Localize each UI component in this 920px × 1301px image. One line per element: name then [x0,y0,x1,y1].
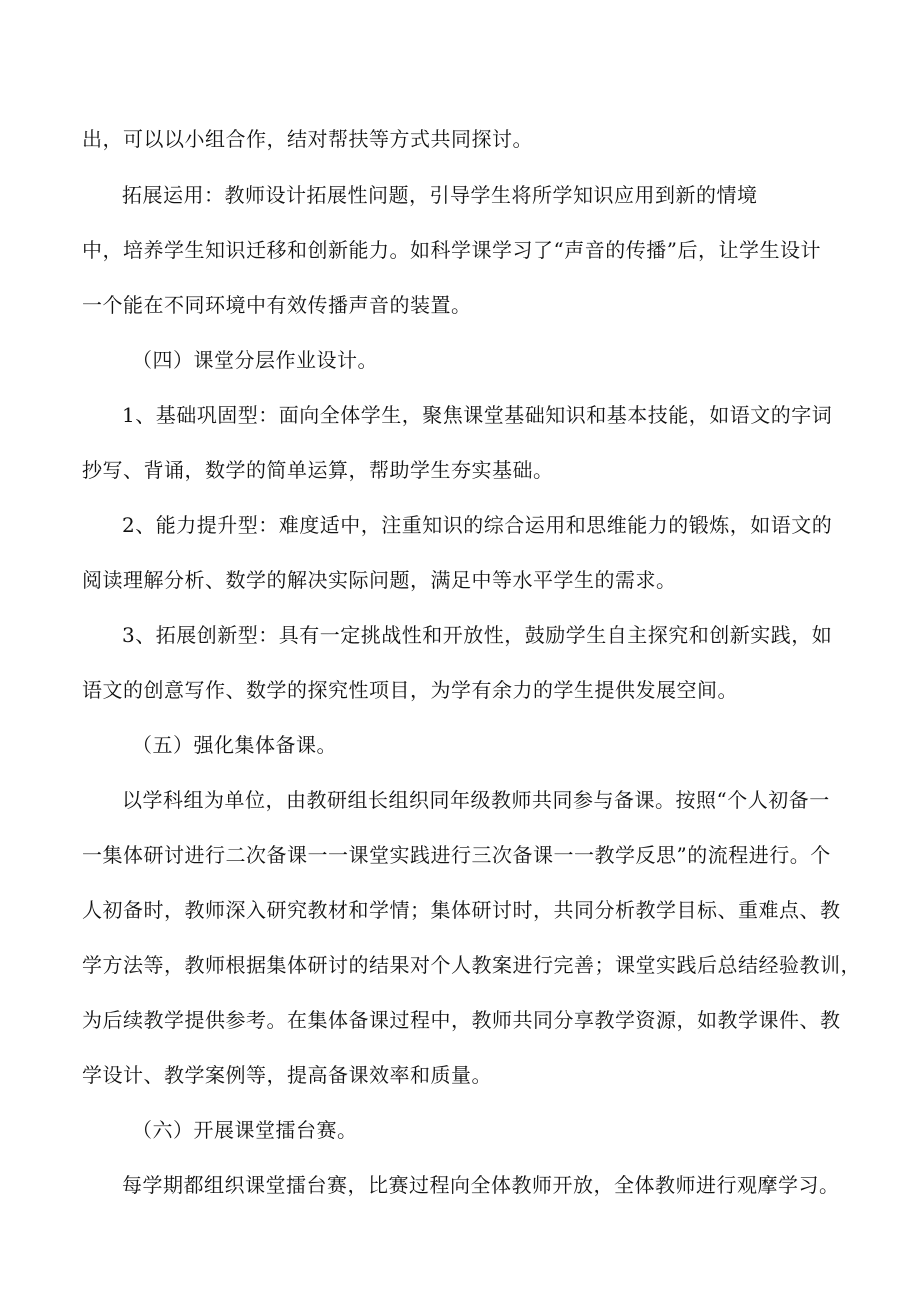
text-line: 2、能力提升型：难度适中，注重知识的综合运用和思维能力的锻炼，如语文的 [122,513,833,537]
text-line: 抄写、背诵，数学的简单运算，帮助学生夯实基础。 [82,458,554,482]
text-line: 学方法等，教师根据集体研讨的结果对个人教案进行完善；课堂实践后总结经验教训， [82,953,861,977]
text-line: 拓展运用：教师设计拓展性问题，引导学生将所学知识应用到新的情境 [122,183,758,207]
text-line: 1、基础巩固型：面向全体学生，聚焦课堂基础知识和基本技能，如语文的字词 [122,403,833,427]
text-line: 人初备时，教师深入研究教材和学情；集体研讨时，共同分析教学目标、重难点、教 [82,898,841,922]
text-line: 以学科组为单位，由教研组长组织同年级教师共同参与备课。按照“个人初备一 [122,788,830,812]
text-line: 每学期都组织课堂擂台赛，比赛过程向全体教师开放，全体教师进行观摩学习。 [122,1173,840,1197]
text-line: 语文的创意写作、数学的探究性项目，为学有余力的学生提供发展空间。 [82,678,738,702]
text-line: 为后续教学提供参考。在集体备课过程中，教师共同分享教学资源，如教学课件、教 [82,1008,841,1032]
text-line: 3、拓展创新型：具有一定挑战性和开放性，鼓励学生自主探究和创新实践，如 [122,623,833,647]
section-heading: （四）课堂分层作业设计。 [132,348,378,372]
text-line: 学设计、教学案例等，提高备课效率和质量。 [82,1063,492,1087]
text-line: 一集体研讨进行二次备课一一课堂实践进行三次备课一一教学反思”的流程进行。个 [82,843,831,867]
section-heading: （五）强化集体备课。 [132,733,337,757]
text-line: 中，培养学生知识迁移和创新能力。如科学课学习了“声音的传播”后，让学生设计 [82,238,821,262]
text-line: 出，可以以小组合作，结对帮扶等方式共同探讨。 [82,127,533,151]
section-heading: （六）开展课堂擂台赛。 [132,1118,358,1142]
text-line: 阅读理解分析、数学的解决实际问题，满足中等水平学生的需求。 [82,568,677,592]
text-line: 一个能在不同环境中有效传播声音的装置。 [82,293,472,317]
